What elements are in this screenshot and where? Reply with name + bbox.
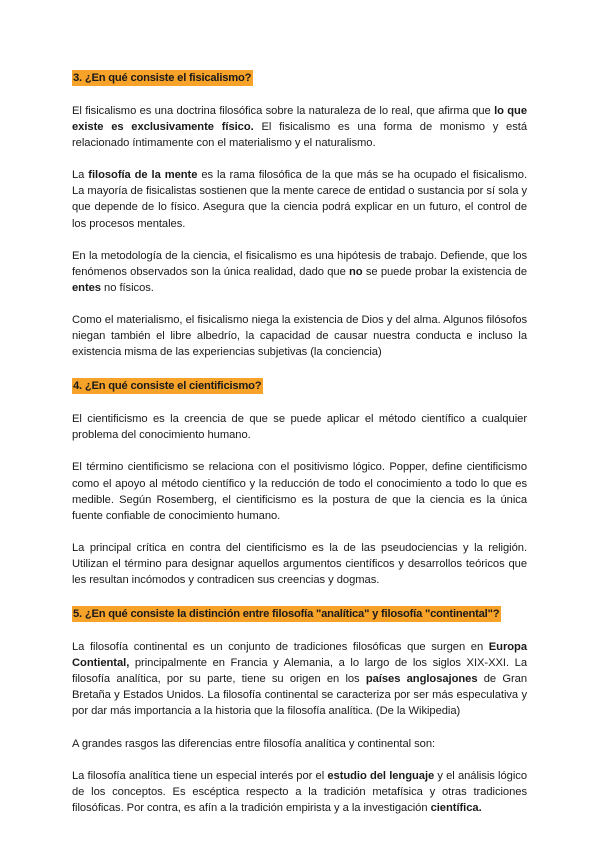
paragraph: En la metodología de la ciencia, el fisicalismo es una hipótesis de trabajo. Defiende, que los fenómenos observados son la única realidad, dado que no se puede probar la existencia de entes no físicos. [72,249,527,294]
section-3 [72,68,527,360]
paragraph: El fisicalismo es una doctrina filosófica sobre la naturaleza de lo real, que afirma que lo que existe es exclusivamente físico. El fisicalismo es una forma de monismo y está relacionado íntimamente con el materialismo y el naturalismo. [72,105,528,150]
paragraph: La filosofía continental es un conjunto de tradiciones filosóficas que surgen en Europa Contiental, principalmente en Francia y Alemania, a lo largo de los siglos XIX-XXI. La filosofía analítica, por su parte, tiene su origen en los países anglosajones de Gran Bretaña y Estados Unidos. La filosofía continental se caracteriza por ser más especulativa y por dar más importancia a la historia que la filosofía analítica. (De la Wikipedia) [72,641,528,718]
section-heading: 3. ¿En qué consiste el fisicalismo? [73,72,252,84]
paragraph: La filosofía analítica tiene un especial interés por el estudio del lenguaje y el análisis lógico de los conceptos. Es escéptica respecto a la tradición metafísica y otras tradiciones filosóficas. Por contra, es afín a la tradición empirista y a la investigación científica. [72,769,527,814]
paragraph: El cientificismo es la creencia de que se puede aplicar el método científico a cualquier problema del conocimiento humano. [72,413,527,442]
paragraph: La filosofía de la mente es la rama filosófica de la que más se ha ocupado el fisicalismo. La mayoría de fisicalistas sostienen que la mente carece de entidad o sustancia por sí sola y que depende de lo físico. Asegura que la ciencia podrá explicar en un futuro, el control de los procesos mentales. [72,169,528,230]
section-4 [72,376,527,588]
paragraph: Como el materialismo, el fisicalismo niega la existencia de Dios y del alma. Algunos filósofos niegan también el libre albedrío, la capacidad de causar nuestra conducta e incluso la existencia misma de las experiencias subjetivas (la conciencia) [72,313,527,359]
section-5 [72,604,527,816]
paragraph: A grandes rasgos las diferencias entre filosofía analítica y continental son: [72,737,436,750]
section-heading: 4. ¿En qué consiste el cientificismo? [73,380,262,393]
paragraph: La principal crítica en contra del cientificismo es la de las pseudociencias y la religión. Utilizan el término para designar aquellos argumentos científicos y desarrollos teóricos que les resultan incómodos y contradicen sus creencias y dogmas. [72,541,527,586]
paragraph: El término cientificismo se relaciona con el positivismo lógico. Popper, define cientificismo como el apoyo al método científico y la reducción de todo el conocimiento a todo lo que es medible. Según Rosemberg, el cientificismo es la postura de que la ciencia es la única fuente confiable de conocimiento humano. [72,461,527,522]
section-heading: 5. ¿En qué consiste la distinción entre filosofía "analítica" y filosofía "continental"? [73,608,500,621]
document-page [72,68,527,816]
